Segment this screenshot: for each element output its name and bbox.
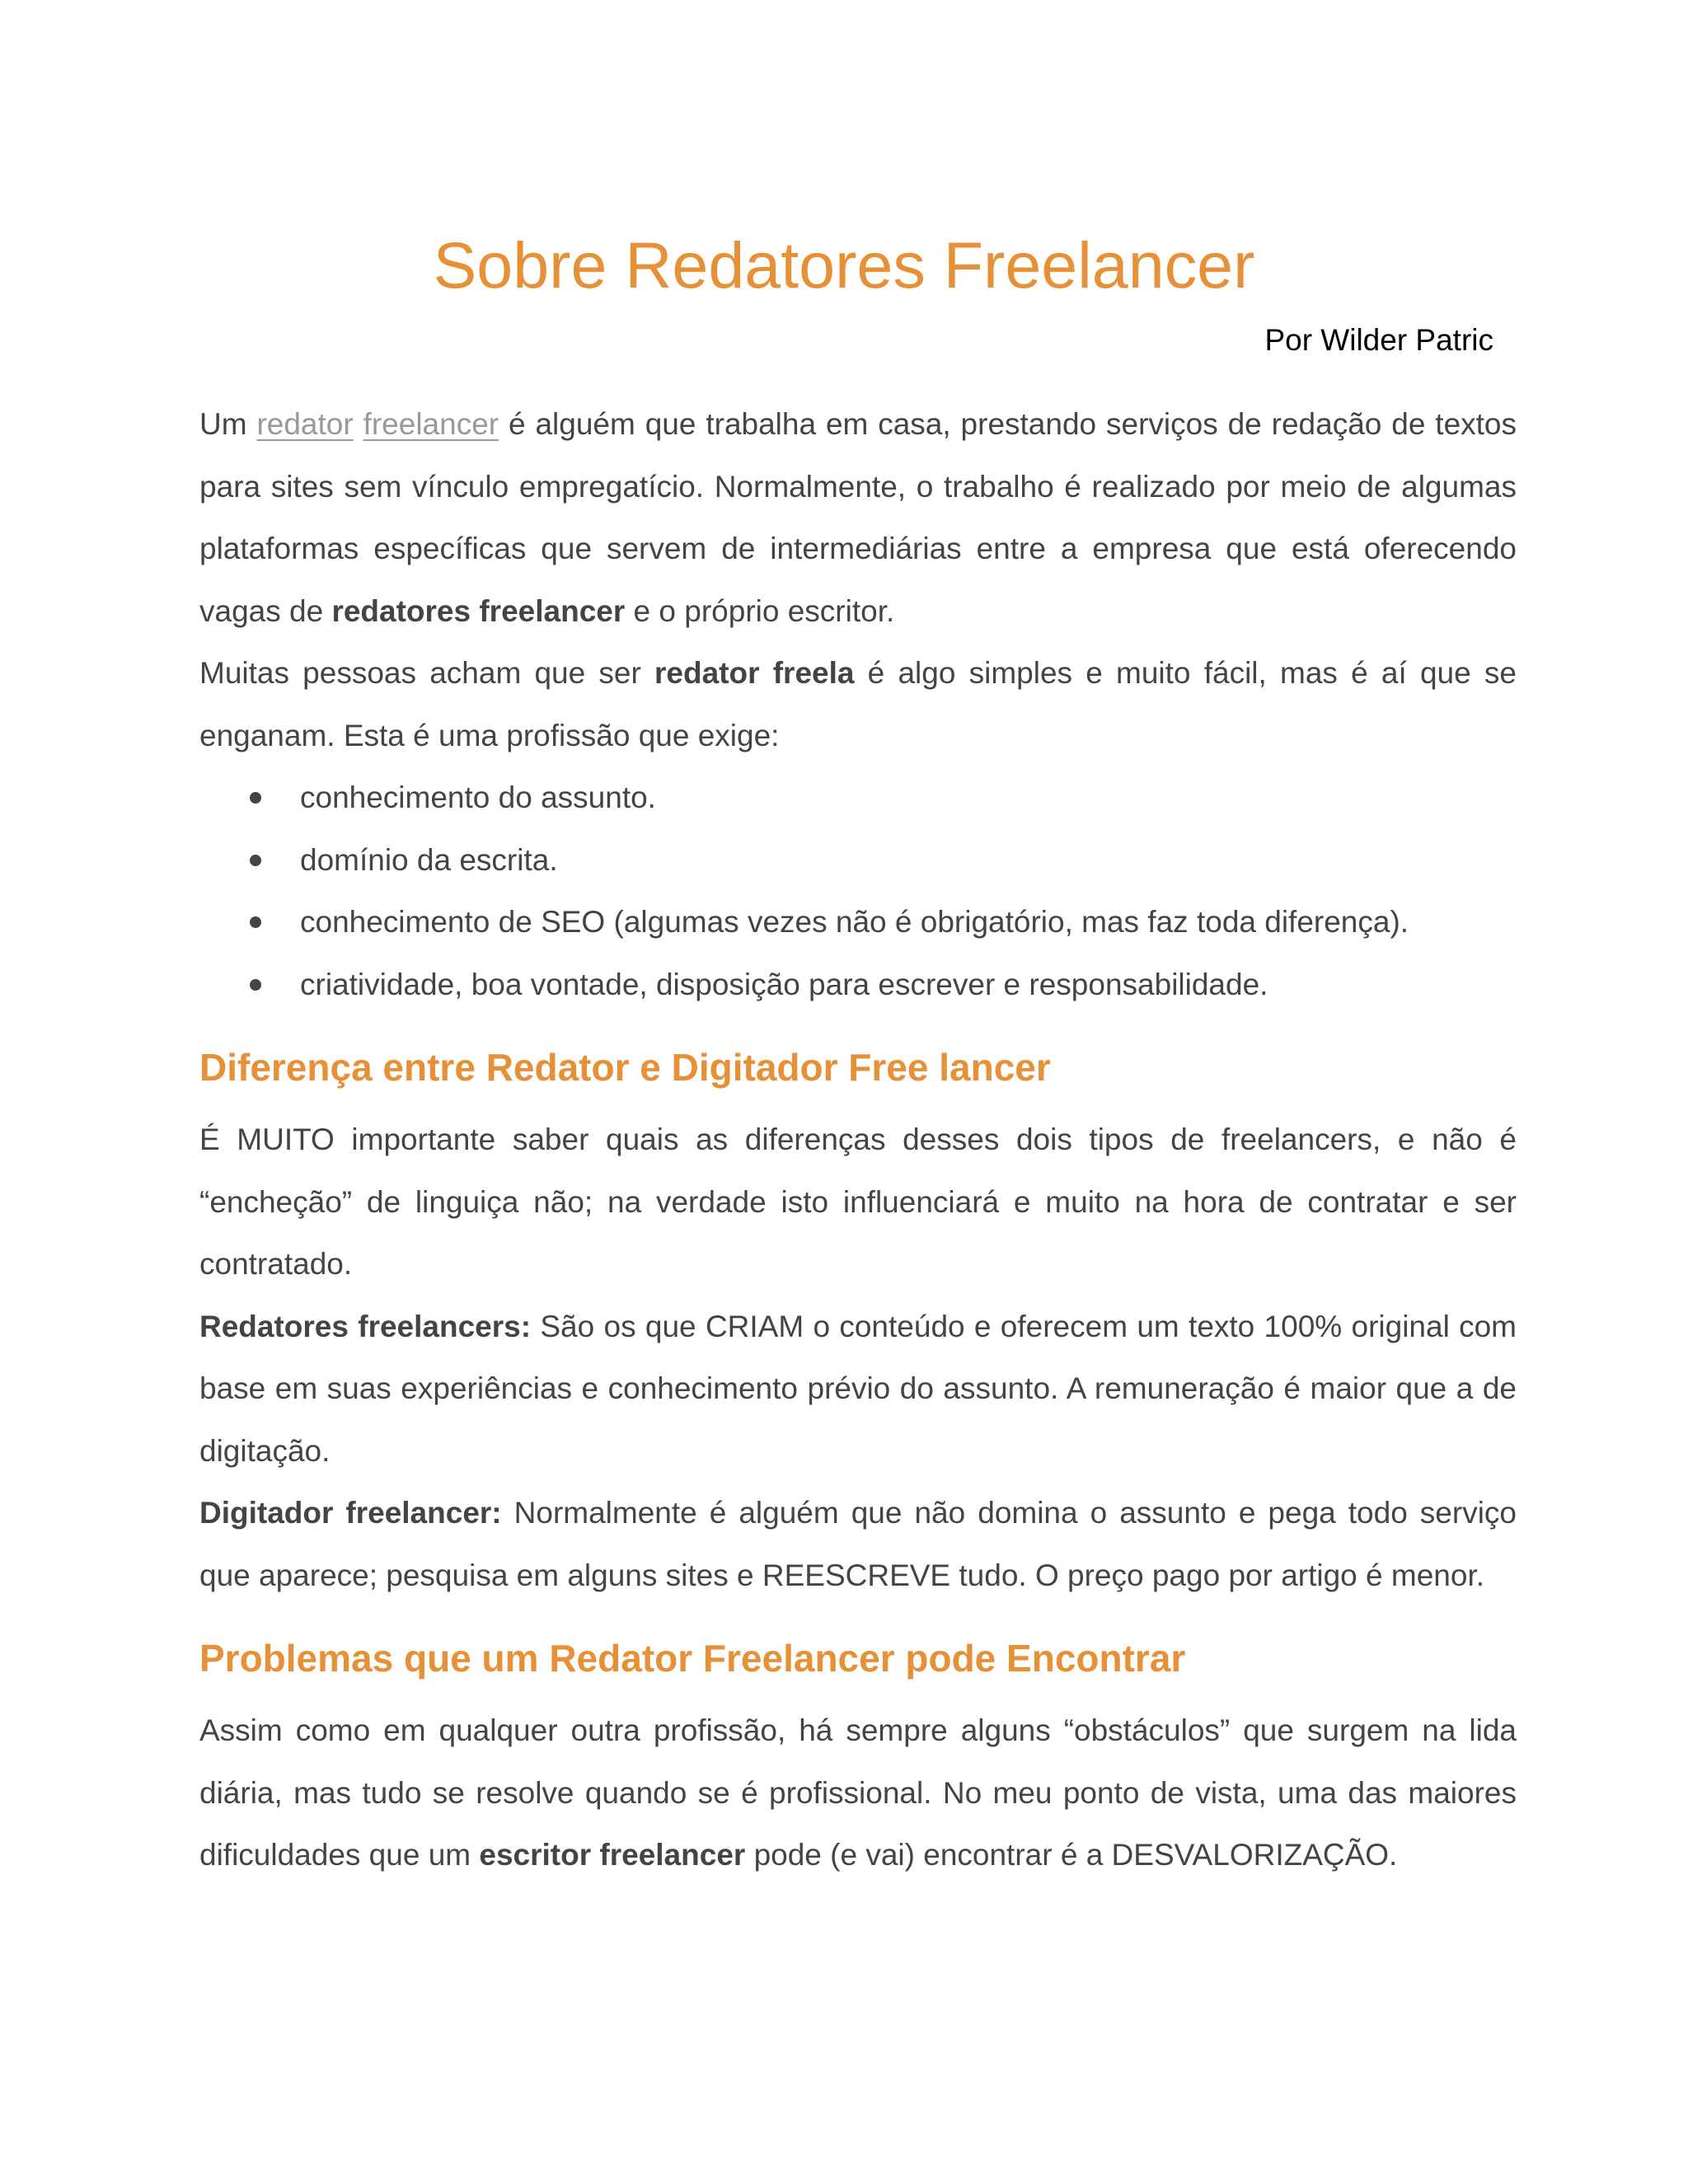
spacer [199,1015,1517,1043]
intro-p2-start: Muitas pessoas acham que ser [199,656,655,690]
document-body [199,393,1517,1886]
intro-p1-mid: é alguém que trabalha em casa, prestando serviços de redação de textos para sites sem vínculo empregatício. Normalmente, o trabalho é realizado por meio de algumas plataformas específicas que servem de intermediárias entre a empresa que está oferecendo vagas de [199,407,1517,628]
list-item-text: criatividade, boa vontade, disposição para escrever e responsabilidade. [300,967,1268,1001]
spacer [199,1683,1517,1699]
list-item-text: conhecimento do assunto. [300,780,656,814]
section2-p1-bold: escritor freelancer [479,1838,746,1872]
bullet-icon [250,792,261,804]
link-redator[interactable]: redator [256,407,354,441]
link-freelancer[interactable]: freelancer [363,407,499,441]
section2-p1-start: Assim como em qualquer outra profissão, há sempre alguns “obstáculos” que surgem na lida diária, mas tudo se resolve quando se é profissional. No meu ponto de vista, uma das maiores dificuldades que um [199,1713,1517,1872]
intro-p2-bold: redator freela [654,656,855,690]
section1-p2-bold: Redatores freelancers: [199,1309,532,1343]
author-byline: Por Wilder Patric [1264,323,1493,357]
link-separator [354,407,363,441]
intro-p2-end: é algo simples e muito fácil, mas é aí que se enganam. Esta é uma profissão que exige: [199,656,1517,752]
list-item-text: domínio da escrita. [300,842,558,877]
spacer [199,1606,1517,1633]
intro-p1-bold: redatores freelancer [331,593,626,628]
section1-paragraph-2 [199,1296,1517,1483]
section1-p3-bold: Digitador freelancer: [199,1496,502,1530]
section1-paragraph-1: É MUITO importante saber quais as diferenças desses dois tipos de freelancers, e não é “encheção” de linguiça não; na verdade isto influenciará e muito na hora de contratar e ser contratado. [199,1122,1517,1281]
requirements-list [199,766,1517,1015]
list-item [199,954,1517,1016]
intro-p1-end: e o próprio escritor. [625,593,895,628]
section2-p1-end: pode (e vai) encontrar é a DESVALORIZAÇÃO. [745,1838,1398,1872]
intro-paragraph-2 [199,642,1517,766]
bullet-icon [250,916,261,928]
list-item [199,766,1517,829]
section1-p3-text: Normalmente é alguém que não domina o assunto e pega todo serviço que aparece; pesquisa em alguns sites e REESCREVE tudo. O preço pago por artigo é menor. [199,1496,1517,1592]
section-heading-problems: Problemas que um Redator Freelancer pode Encontrar [199,1637,1186,1680]
section1-p2-text: São os que CRIAM o conteúdo e oferecem um texto 100% original com base em suas experiências e conhecimento prévio do assunto. A remuneração é maior que a de digitação. [199,1309,1517,1468]
section1-paragraph-3 [199,1482,1517,1606]
list-item [199,829,1517,892]
document-title: Sobre Redatores Freelancer [433,228,1255,302]
list-item-text: conhecimento de SEO (algumas vezes não é obrigatório, mas faz toda diferença). [300,905,1409,939]
bullet-icon [250,855,261,866]
intro-p1-start: Um [199,407,257,441]
bullet-icon [250,979,261,991]
spacer [199,1092,1517,1108]
list-item [199,891,1517,954]
section-heading-difference: Diferença entre Redator e Digitador Free lancer [199,1046,1051,1089]
section2-paragraph-1 [199,1699,1517,1886]
intro-paragraph-1 [199,393,1517,642]
